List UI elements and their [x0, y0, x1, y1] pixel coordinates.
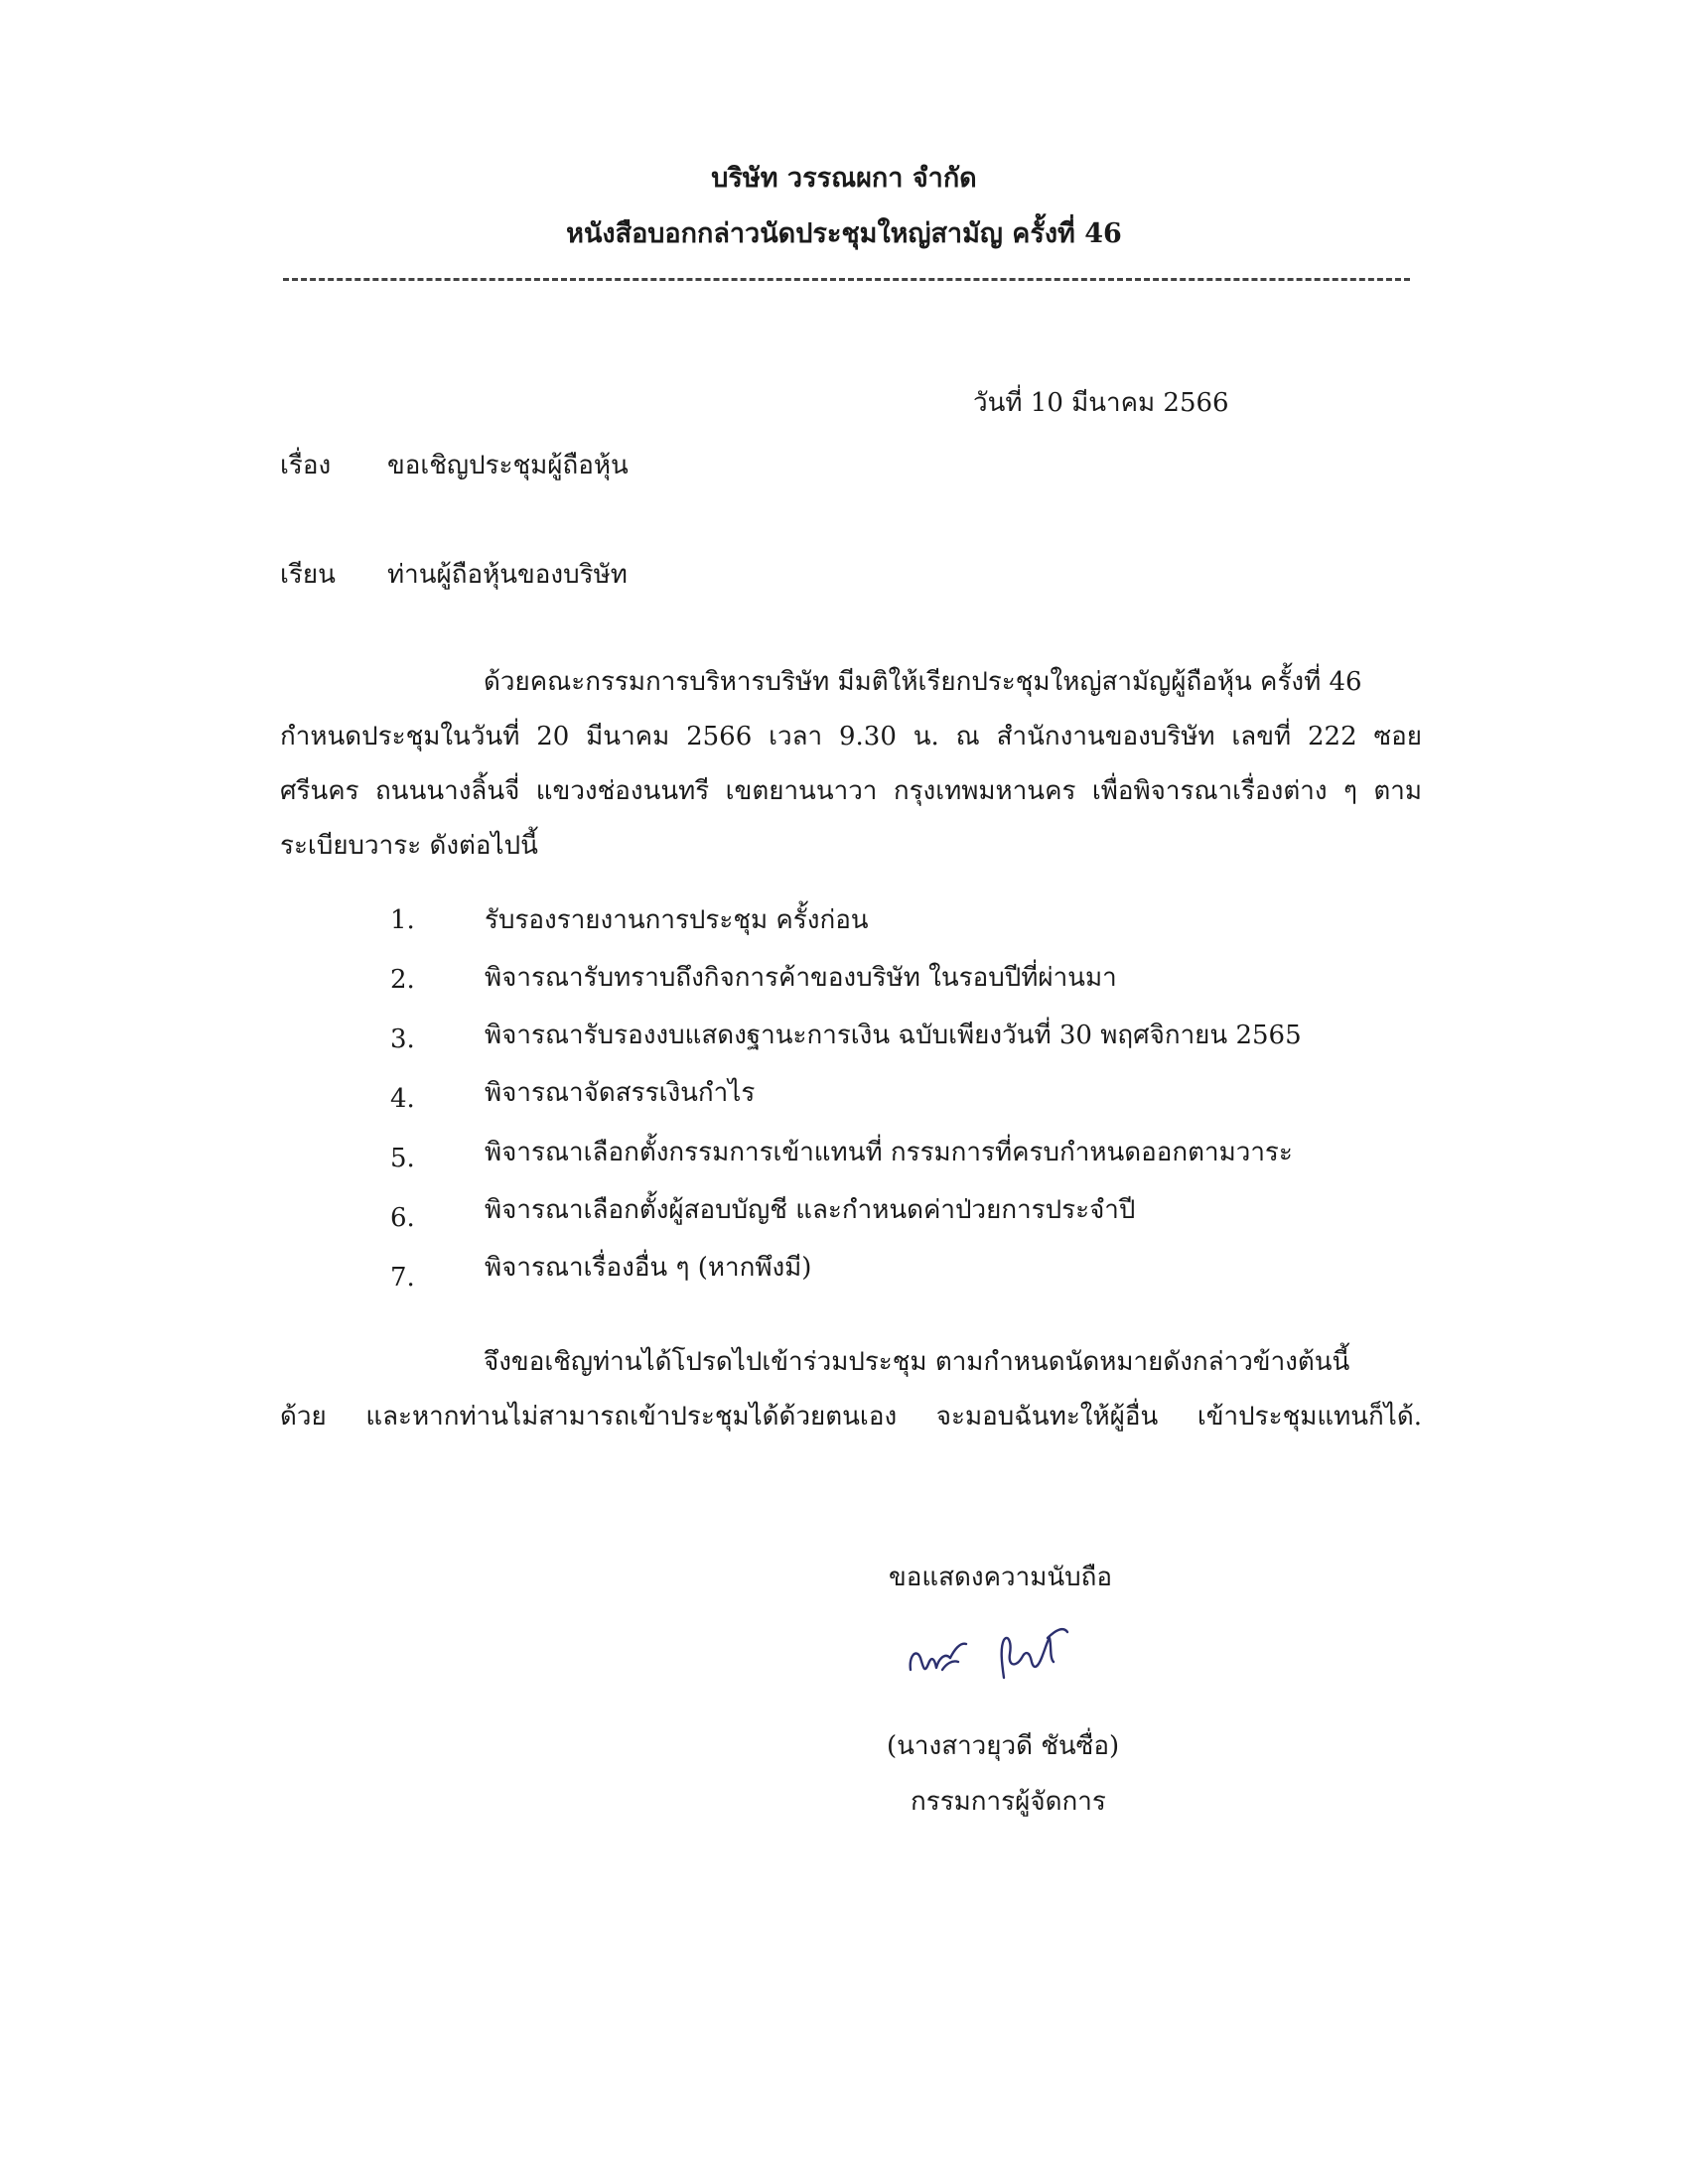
closing-paragraph — [280, 1335, 1422, 1444]
agenda-number: 2. — [390, 965, 415, 995]
agenda-number: 3. — [390, 1024, 415, 1054]
sign-off-greeting: ขอแสดงความนับถือ — [889, 1563, 1112, 1592]
recipient-label: เรียน — [280, 560, 336, 590]
agenda-number: 7. — [390, 1263, 415, 1293]
signatory-name: (นางสาวยุวดี ชันซื่อ) — [887, 1731, 1120, 1761]
agenda-item: พิจารณาเลือกตั้งผู้สอบบัญชี และกำหนดค่าป่วยการประจำปี — [485, 1195, 1136, 1225]
handwritten-signature — [899, 1608, 1097, 1698]
agenda-number: 6. — [390, 1203, 415, 1233]
signatory-position: กรรมการผู้จัดการ — [911, 1787, 1106, 1817]
intro-line: กำหนดประชุมในวันที่ 20 มีนาคม 2566 เวลา 9.30 น. ณ สำนักงานของบริษัท เลขที่ 222 ซอย — [280, 722, 1422, 751]
intro-paragraph — [280, 655, 1422, 874]
agenda-item: พิจารณาเลือกตั้งกรรมการเข้าแทนที่ กรรมการที่ครบกำหนดออกตามวาระ — [485, 1138, 1293, 1167]
agenda-item: พิจารณาจัดสรรเงินกำไร — [485, 1078, 756, 1108]
closing-line: จึงขอเชิญท่านได้โปรดไปเข้าร่วมประชุม ตามกำหนดนัดหมายดังกล่าวข้างต้นนี้ — [484, 1347, 1350, 1377]
subject-value: ขอเชิญประชุมผู้ถือหุ้น — [387, 451, 629, 480]
intro-line: ศรีนคร ถนนนางลิ้นจี่ แขวงช่องนนทรี เขตยานนาวา กรุงเทพมหานคร เพื่อพิจารณาเรื่องต่าง ๆ ตาม — [280, 776, 1422, 806]
agenda-item: พิจารณาเรื่องอื่น ๆ (หากพึงมี) — [485, 1253, 812, 1283]
letter-date: วันที่ 10 มีนาคม 2566 — [973, 388, 1229, 418]
subject-label: เรื่อง — [280, 451, 332, 480]
closing-line: ด้วย และหากท่านไม่สามารถเข้าประชุมได้ด้วยตนเอง จะมอบฉันทะให้ผู้อื่น เข้าประชุมแทนก็ได้. — [280, 1402, 1422, 1432]
agenda-item: รับรองรายงานการประชุม ครั้งก่อน — [485, 905, 869, 935]
company-name: บริษัท วรรณผกา จำกัด — [711, 163, 977, 194]
agenda-number: 1. — [390, 905, 415, 935]
separator-line — [283, 278, 1410, 281]
agenda-number: 5. — [390, 1144, 415, 1173]
agenda-item: พิจารณารับรองงบแสดงฐานะการเงิน ฉบับเพียงวันที่ 30 พฤศจิกายน 2565 — [485, 1021, 1302, 1050]
notice-title: หนังสือบอกกล่าวนัดประชุมใหญ่สามัญ ครั้งที่ 46 — [566, 218, 1122, 249]
recipient-value: ท่านผู้ถือหุ้นของบริษัท — [387, 560, 628, 590]
intro-line: ด้วยคณะกรรมการบริหารบริษัท มีมติให้เรียกประชุมใหญ่สามัญผู้ถือหุ้น ครั้งที่ 46 — [484, 667, 1362, 697]
intro-line: ระเบียบวาระ ดังต่อไปนี้ — [280, 831, 538, 861]
agenda-number: 4. — [390, 1084, 415, 1114]
agenda-item: พิจารณารับทราบถึงกิจการค้าของบริษัท ในรอบปีที่ผ่านมา — [485, 963, 1117, 993]
